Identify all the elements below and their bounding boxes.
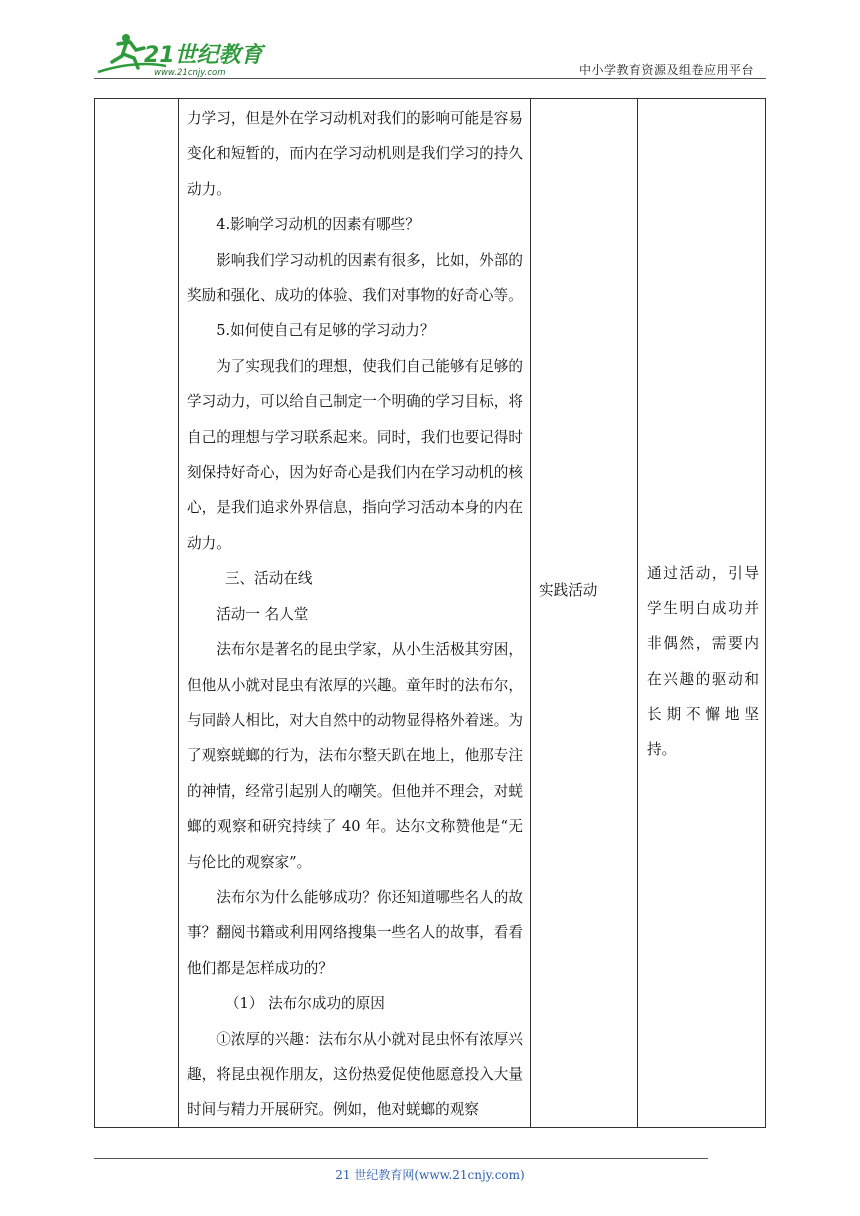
column-divider (530, 99, 531, 1127)
question-4: 4.影响学习动机的因素有哪些？ (216, 216, 420, 234)
page-header (0, 0, 860, 80)
lesson-table (94, 98, 766, 1128)
column-divider (178, 99, 179, 1127)
activity-type: 实践活动 (539, 582, 598, 599)
design-purpose: 通过活动，引导学生明白成功并非偶然，需要内在兴趣的驱动和长期不懈地坚持。 (647, 565, 759, 759)
activity-question: 法布尔为什么能够成功？你还知道哪些名人的故事？翻阅书籍或利用网络搜集一些名人的故事，看看他们都是怎样成功的？ (187, 888, 523, 977)
lesson-content (187, 101, 523, 1128)
header-divider (94, 78, 766, 79)
subheading: （1） 法布尔成功的原因 (224, 995, 385, 1013)
story-paragraph: 法布尔是著名的昆虫学家，从小生活极其穷困，但他从小就对昆虫有浓厚的兴趣。童年时的法布尔，与同龄人相比，对大自然中的动物显得格外着迷。为了观察蜣螂的行为，法布尔整天趴在地上，他那专注的神情，经常引起别人的嘲笑。但他并不理会，对蜣螂的观察和研究持续了 40 年。达尔文称赞他是“无与伦比的观察家”。 (187, 641, 523, 871)
section-heading: 三、活动在线 (224, 570, 313, 588)
answer-4: 影响我们学习动机的因素有很多，比如，外部的奖励和强化、成功的体验、我们对事物的好奇心等。 (187, 251, 523, 305)
footer-divider (94, 1158, 708, 1159)
svg-text:21世纪教育: 21世纪教育 (144, 43, 263, 68)
paragraph: 力学习，但是外在学习动机对我们的影响可能是容易变化和短暂的，而内在学习动机则是我们学习的持久动力。 (187, 110, 523, 198)
reason-paragraph: ①浓厚的兴趣：法布尔从小就对昆虫怀有浓厚兴趣，将昆虫视作朋友，这份热爱促使他愿意投入大量时间与精力开展研究。例如，他对蜣螂的观察 (187, 1030, 523, 1119)
column-divider (637, 99, 638, 1127)
svg-text:www.21cnjy.com: www.21cnjy.com (154, 68, 226, 78)
platform-name: 中小学教育资源及组卷应用平台 (578, 63, 754, 77)
question-5: 5.如何使自己有足够的学习动力？ (216, 322, 435, 340)
answer-5: 为了实现我们的理想，使我们自己能够有足够的学习动力，可以给自己制定一个明确的学习目标，将自己的理想与学习联系起来。同时，我们也要记得时刻保持好奇心，因为好奇心是我们内在学习动机的核心，是我们追求外界信息，指向学习活动本身的内在动力。 (187, 357, 523, 552)
logo-21cnjy (96, 30, 266, 78)
footer-site[interactable]: 21 世纪教育网(www.21cnjy.com) (335, 1168, 525, 1182)
activity-title: 活动一 名人堂 (216, 605, 309, 623)
